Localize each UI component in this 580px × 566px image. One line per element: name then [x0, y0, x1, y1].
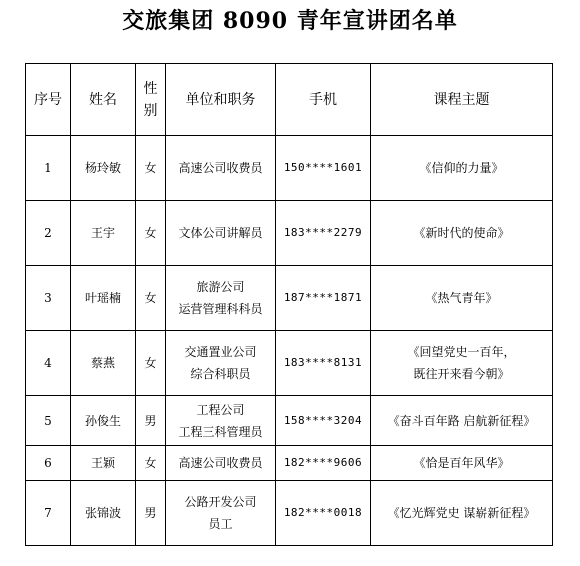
cell-index: 7 [26, 481, 71, 546]
cell-topic-line: 《奋斗百年路 启航新征程》 [387, 413, 536, 428]
cell-unit-line: 旅游公司 [196, 280, 245, 294]
cell-topic-line: 《信仰的力量》 [419, 161, 504, 175]
cell-index: 1 [26, 136, 71, 201]
cell-topic [371, 396, 553, 446]
cell-topic-line: 《回望党史一百年， [407, 345, 516, 359]
cell-index: 4 [26, 331, 71, 396]
cell-gender: 女 [136, 446, 166, 481]
cell-topic [371, 266, 553, 331]
cell-gender: 女 [136, 136, 166, 201]
header-phone: 手机 [276, 64, 371, 136]
header-index: 序号 [26, 64, 71, 136]
cell-topic [371, 481, 553, 546]
cell-topic-line: 《新时代的使命》 [413, 226, 510, 240]
cell-phone: 182****0018 [276, 481, 371, 546]
cell-topic-line: 《热气青年》 [425, 291, 498, 305]
cell-index: 6 [26, 446, 71, 481]
cell-phone: 158****3204 [276, 396, 371, 446]
cell-topic [371, 331, 553, 396]
cell-unit [166, 266, 276, 331]
cell-name: 蔡燕 [71, 331, 136, 396]
cell-phone: 183****8131 [276, 331, 371, 396]
cell-unit-line: 员工 [208, 517, 233, 531]
cell-unit-line: 公路开发公司 [184, 495, 257, 509]
cell-name: 王颖 [71, 446, 136, 481]
cell-name: 叶瑶楠 [71, 266, 136, 331]
table-row [26, 396, 553, 446]
table-row [26, 136, 553, 201]
header-gender-line-1: 性 [143, 80, 158, 97]
cell-unit [166, 201, 276, 266]
cell-phone: 187****1871 [276, 266, 371, 331]
cell-unit-line: 交通置业公司 [184, 345, 257, 359]
header-unit: 单位和职务 [166, 64, 276, 136]
cell-phone: 183****2279 [276, 201, 371, 266]
cell-unit [166, 481, 276, 546]
cell-name: 杨玲敏 [71, 136, 136, 201]
table-row [26, 266, 553, 331]
header-gender-line-2: 别 [143, 102, 158, 119]
cell-gender: 女 [136, 201, 166, 266]
cell-name: 孙俊生 [71, 396, 136, 446]
cell-unit-line: 运营管理科科员 [178, 302, 263, 316]
cell-phone: 150****1601 [276, 136, 371, 201]
document-title: 交旅集团 8090 青年宣讲团名单 [122, 8, 458, 34]
roster-table [25, 63, 553, 546]
cell-unit-line: 工程公司 [196, 402, 245, 417]
cell-unit [166, 396, 276, 446]
table-row [26, 481, 553, 546]
header-name: 姓名 [71, 64, 136, 136]
cell-unit-line: 综合科职员 [190, 367, 251, 381]
cell-unit [166, 446, 276, 481]
cell-topic [371, 201, 553, 266]
cell-topic [371, 446, 553, 481]
cell-topic-line: 《忆光辉党史 谋崭新征程》 [387, 506, 536, 520]
table-row [26, 331, 553, 396]
cell-topic [371, 136, 553, 201]
table-row [26, 201, 553, 266]
cell-gender: 女 [136, 331, 166, 396]
table-header-row [26, 64, 553, 136]
header-topic: 课程主题 [371, 64, 553, 136]
cell-unit-line: 高速公司收费员 [178, 161, 263, 175]
cell-unit [166, 136, 276, 201]
cell-gender: 女 [136, 266, 166, 331]
cell-topic-line: 《恰是百年风华》 [413, 456, 510, 470]
cell-topic-line: 既往开来看今朝》 [413, 367, 510, 381]
cell-index: 2 [26, 201, 71, 266]
cell-gender: 男 [136, 481, 166, 546]
cell-unit-line: 工程三科管理员 [178, 424, 263, 439]
cell-name: 王宇 [71, 201, 136, 266]
cell-index: 5 [26, 396, 71, 446]
cell-unit-line: 高速公司收费员 [178, 456, 263, 470]
cell-gender: 男 [136, 396, 166, 446]
cell-name: 张锦波 [71, 481, 136, 546]
cell-phone: 182****9606 [276, 446, 371, 481]
cell-index: 3 [26, 266, 71, 331]
table-row [26, 446, 553, 481]
cell-unit-line: 文体公司讲解员 [178, 226, 263, 240]
cell-unit [166, 331, 276, 396]
header-gender [136, 64, 166, 136]
